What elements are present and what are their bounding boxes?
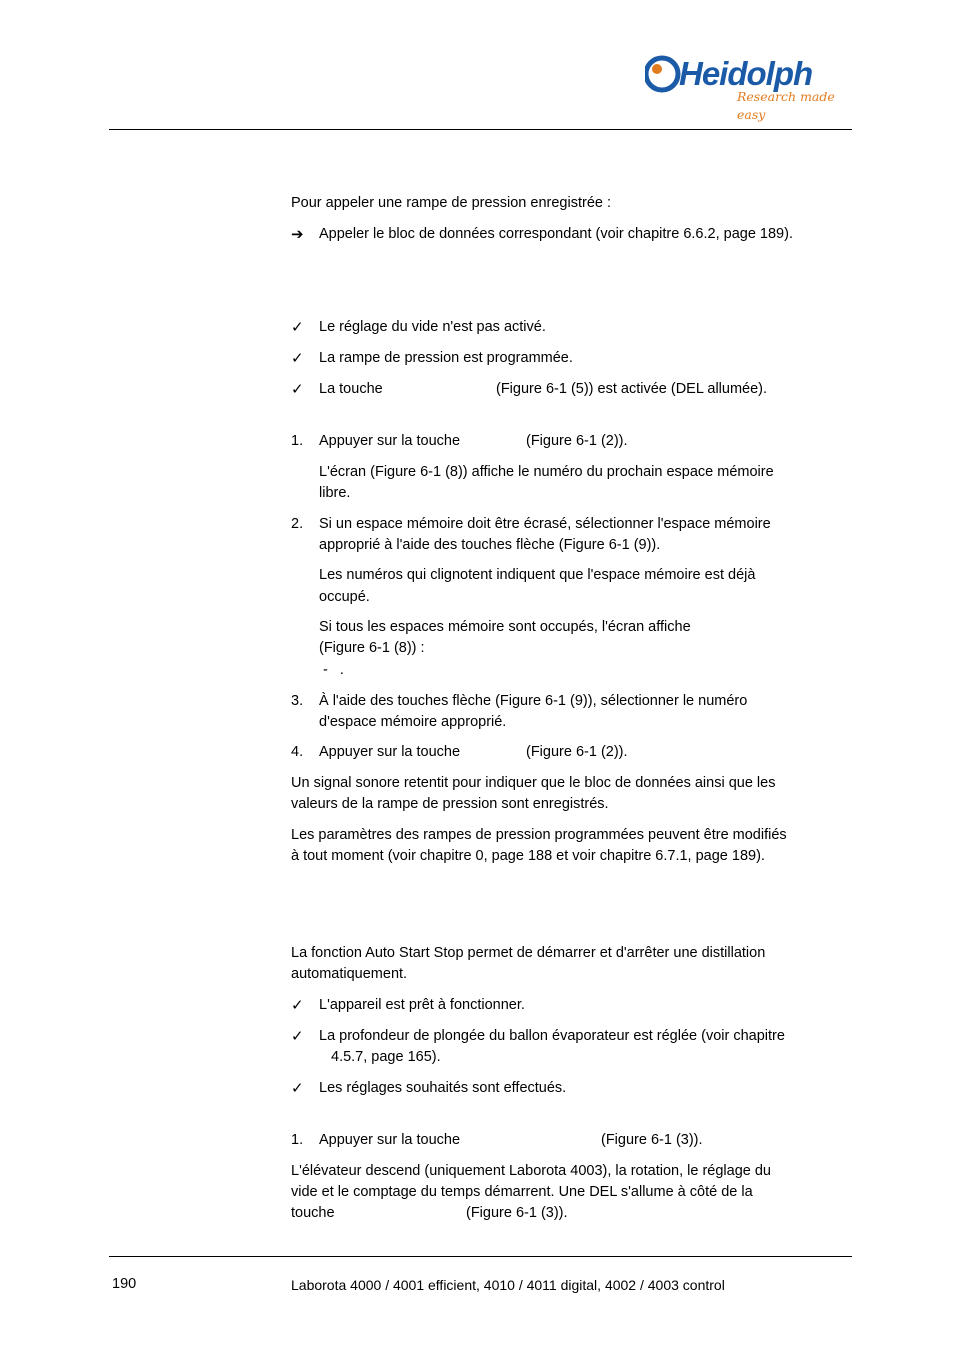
- condition-item: La rampe de pression est programmée.: [319, 350, 573, 366]
- step-number: 1.: [291, 1132, 304, 1148]
- condition-item-figure-ref: (Figure 6-1 (5)) est activée (DEL allumée).: [496, 381, 768, 397]
- step-note: occupé.: [319, 589, 370, 605]
- step-number: 4.: [291, 744, 304, 760]
- step-figure-ref: (Figure 6-1 (2)).: [526, 744, 628, 760]
- check-icon: ✓: [291, 1027, 304, 1045]
- step-note: Si tous les espaces mémoire sont occupés, l'écran affiche: [319, 619, 691, 635]
- check-icon: ✓: [291, 1079, 304, 1097]
- paragraph-line: automatiquement.: [291, 966, 408, 982]
- step-number: 2.: [291, 516, 304, 532]
- step-text: d'espace mémoire approprié.: [319, 714, 507, 730]
- check-icon: ✓: [291, 380, 304, 398]
- step-note: (Figure 6-1 (8)) :: [319, 640, 425, 656]
- step-text: approprié à l'aide des touches flèche (Figure 6-1 (9)).: [319, 537, 661, 553]
- paragraph-line: vide et le comptage du temps démarrent. Une DEL s'allume à côté de la: [291, 1184, 753, 1200]
- condition-item-key-label: La touche: [319, 381, 383, 397]
- logo-wordmark: Heidolph: [679, 55, 813, 92]
- footer-rule: [109, 1256, 852, 1257]
- paragraph-line: Un signal sonore retentit pour indiquer que le bloc de données ainsi que les: [291, 775, 776, 791]
- recall-text: Pour appeler une rampe de pression enregistrée :: [291, 195, 611, 211]
- step-result: L'écran (Figure 6-1 (8)) affiche le numéro du prochain espace mémoire: [319, 464, 774, 480]
- step-figure-ref: (Figure 6-1 (3)).: [601, 1132, 703, 1148]
- check-icon: ✓: [291, 318, 304, 336]
- recall-step: Appeler le bloc de données correspondant (voir chapitre 6.6.2, page 189).: [319, 226, 793, 242]
- step-text: Appuyer sur la touche: [319, 433, 461, 449]
- step-number: 1.: [291, 433, 304, 449]
- logo-mark-icon: [645, 54, 681, 94]
- paragraph-line: à tout moment (voir chapitre 0, page 188 et voir chapitre 6.7.1, page 189).: [291, 848, 765, 864]
- condition-item: Les réglages souhaités sont effectués.: [319, 1080, 567, 1096]
- step-result: libre.: [319, 485, 351, 501]
- condition-item: L'appareil est prêt à fonctionner.: [319, 997, 525, 1013]
- page-number: 190: [112, 1276, 137, 1292]
- paragraph-line: La fonction Auto Start Stop permet de démarrer et d'arrêter une distillation: [291, 945, 766, 961]
- condition-item: 4.5.7, page 165).: [331, 1049, 441, 1065]
- check-icon: ✓: [291, 996, 304, 1014]
- arrow-icon: ➔: [291, 225, 304, 243]
- check-icon: ✓: [291, 349, 304, 367]
- step-number: 3.: [291, 693, 304, 709]
- step-text: À l'aide des touches flèche (Figure 6-1 (9)), sélectionner le numéro: [319, 693, 748, 709]
- header-rule: [109, 129, 852, 130]
- paragraph-figure-ref: (Figure 6-1 (3)).: [466, 1205, 568, 1221]
- step-text: Appuyer sur la touche: [319, 744, 461, 760]
- heidolph-logo: [645, 52, 855, 122]
- step-note: Les numéros qui clignotent indiquent que l'espace mémoire est déjà: [319, 567, 756, 583]
- condition-item: Le réglage du vide n'est pas activé.: [319, 319, 546, 335]
- paragraph-line: Les paramètres des rampes de pression programmées peuvent être modifiés: [291, 827, 787, 843]
- footer-title: Laborota 4000 / 4001 efficient, 4010 / 4011 digital, 4002 / 4003 control: [291, 1277, 725, 1293]
- display-readout: - .: [323, 662, 344, 678]
- step-figure-ref: (Figure 6-1 (2)).: [526, 433, 628, 449]
- paragraph-line: touche: [291, 1205, 335, 1221]
- paragraph-line: L'élévateur descend (uniquement Laborota 4003), la rotation, le réglage du: [291, 1163, 771, 1179]
- step-text: Si un espace mémoire doit être écrasé, sélectionner l'espace mémoire: [319, 516, 771, 532]
- condition-item: La profondeur de plongée du ballon évaporateur est réglée (voir chapitre: [319, 1028, 785, 1044]
- paragraph-line: valeurs de la rampe de pression sont enregistrés.: [291, 796, 609, 812]
- logo-tagline: Research made easy: [737, 89, 835, 122]
- step-text: Appuyer sur la touche: [319, 1132, 461, 1148]
